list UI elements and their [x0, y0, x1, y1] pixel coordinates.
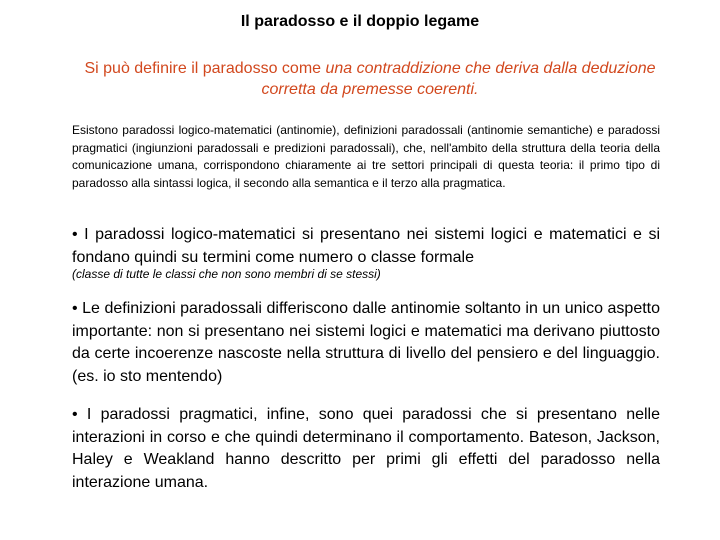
- bullet-definizioni-paradossali: • Le definizioni paradossali differiscono dalle antinomie soltanto in un unico aspetto importante: non si presentano nei sistemi logici e matematici ma derivano piuttosto da certe incoerenze nascoste nella struttura di livello del pensiero e del linguaggio. (es. io sto mentendo): [72, 300, 660, 385]
- bullet-logico-matematici: • I paradossi logico-matematici si presentano nei sistemi logici e matematici e si fondano quindi su termini come numero o classe formale: [72, 226, 660, 266]
- intro-paragraph: Esistono paradossi logico-matematici (antinomie), definizioni paradossali (antinomie semantiche) e paradossi pragmatici (ingiunzioni paradossali e predizioni paradossali), che, nell'ambito della struttura della teoria della comunicazione umana, corrispondono chiaramente ai tre settori principali di questa teoria: il primo tipo di paradosso alla sintassi logica, il secondo alla semantica e il terzo alla pragmatica.: [72, 123, 660, 190]
- slide-title: Il paradosso e il doppio legame: [240, 13, 480, 30]
- bullet-note: (classe di tutte le classi che non sono membri di se stessi): [72, 267, 381, 281]
- definition-emphasis: una contraddizione che deriva dalla deduzione corretta da premesse coerenti.: [261, 60, 656, 98]
- definition-lead: Si può definire il paradosso come: [84, 60, 326, 77]
- bullet-paradossi-pragmatici: • I paradossi pragmatici, infine, sono quei paradossi che si presentano nelle interazioni in corso e che quindi determinano il comportamento. Bateson, Jackson, Haley e Weakland hanno descritto per primi gli effetti del paradosso nella interazione umana.: [72, 406, 660, 491]
- definition-subtitle: [80, 58, 660, 100]
